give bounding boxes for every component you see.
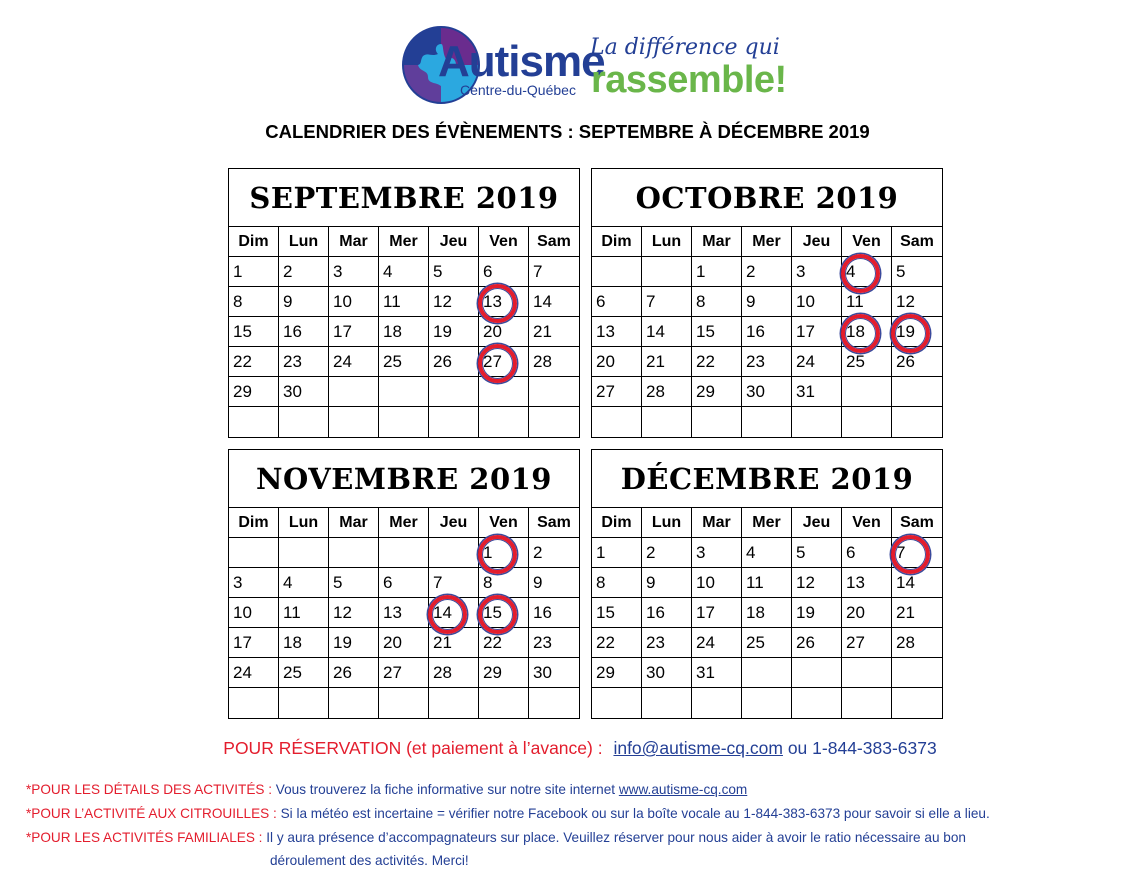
weekday-header: Dim	[592, 508, 642, 538]
day-cell: 20	[479, 317, 529, 347]
day-cell: 17	[692, 598, 742, 628]
day-cell: 26	[892, 347, 942, 377]
day-cell: 28	[529, 347, 579, 377]
day-cell: 9	[642, 568, 692, 598]
calendar-november	[228, 449, 580, 719]
day-cell: 15	[692, 317, 742, 347]
weekday-header: Lun	[642, 227, 692, 257]
day-cell: 7	[529, 257, 579, 287]
phone-number: 1-844-383-6373	[812, 738, 937, 758]
day-cell: 23	[742, 347, 792, 377]
day-cell: 22	[592, 628, 642, 658]
note-label: *POUR L’ACTIVITÉ AUX CITROUILLES :	[26, 806, 277, 821]
slogan-line1: La différence qui	[590, 35, 780, 60]
day-cell: 8	[479, 568, 529, 598]
day-cell: 30	[642, 658, 692, 688]
day-cell: 16	[529, 598, 579, 628]
day-cell: 25	[742, 628, 792, 658]
day-cell: 3	[692, 538, 742, 568]
day-cell: 16	[742, 317, 792, 347]
empty-day-cell	[379, 407, 429, 437]
weekday-header: Mar	[692, 508, 742, 538]
weekday-header: Jeu	[429, 508, 479, 538]
empty-day-cell	[642, 407, 692, 437]
day-cell: 17	[329, 317, 379, 347]
day-cell: 30	[529, 658, 579, 688]
empty-day-cell	[842, 658, 892, 688]
weekday-header: Jeu	[792, 227, 842, 257]
day-cell: 21	[429, 628, 479, 658]
month-title: DÉCEMBRE 2019	[592, 450, 942, 508]
empty-day-cell	[742, 658, 792, 688]
day-cell: 4	[379, 257, 429, 287]
empty-day-cell	[379, 538, 429, 568]
empty-day-cell	[229, 688, 279, 718]
day-cell: 24	[792, 347, 842, 377]
weekday-header: Mer	[742, 508, 792, 538]
day-cell: 30	[279, 377, 329, 407]
day-cell: 19	[792, 598, 842, 628]
day-cell: 2	[279, 257, 329, 287]
day-cell: 29	[229, 377, 279, 407]
day-cell: 10	[229, 598, 279, 628]
day-cell-circled: 1	[479, 538, 529, 568]
day-cell: 20	[842, 598, 892, 628]
day-cell: 15	[592, 598, 642, 628]
weekday-header: Lun	[279, 508, 329, 538]
empty-day-cell	[529, 377, 579, 407]
empty-day-cell	[479, 688, 529, 718]
empty-day-cell	[892, 688, 942, 718]
weekday-header: Ven	[842, 227, 892, 257]
empty-day-cell	[742, 688, 792, 718]
weekday-header: Mer	[379, 508, 429, 538]
month-title: SEPTEMBRE 2019	[229, 169, 579, 227]
note-text: Il y aura présence d’accompagnateurs sur place. Veuillez réserver pour nous aider à avoir le ratio nécessaire au bon	[266, 830, 966, 845]
note-text: Vous trouverez la fiche informative sur notre site internet	[275, 782, 616, 797]
empty-day-cell	[329, 407, 379, 437]
day-cell: 31	[792, 377, 842, 407]
day-cell: 3	[229, 568, 279, 598]
empty-day-cell	[792, 658, 842, 688]
empty-day-cell	[379, 377, 429, 407]
website-link[interactable]: www.autisme-cq.com	[618, 782, 748, 797]
weekday-header: Ven	[479, 508, 529, 538]
email-link[interactable]: info@autisme-cq.com	[613, 738, 783, 758]
empty-day-cell	[642, 257, 692, 287]
note-label: *POUR LES DÉTAILS DES ACTIVITÉS :	[26, 782, 273, 797]
day-cell: 26	[329, 658, 379, 688]
empty-day-cell	[892, 377, 942, 407]
weekday-header: Dim	[229, 227, 279, 257]
day-cell: 17	[792, 317, 842, 347]
empty-day-cell	[279, 407, 329, 437]
day-cell: 6	[479, 257, 529, 287]
day-cell: 13	[842, 568, 892, 598]
day-cell: 12	[792, 568, 842, 598]
day-cell: 2	[642, 538, 692, 568]
weekday-header: Mer	[742, 227, 792, 257]
day-cell: 19	[429, 317, 479, 347]
day-cell: 10	[329, 287, 379, 317]
weekday-header: Sam	[529, 508, 579, 538]
day-cell: 1	[692, 257, 742, 287]
document-title: CALENDRIER DES ÉVÈNEMENTS : SEPTEMBRE À DÉCEMBRE 2019	[265, 121, 870, 142]
weekday-header: Dim	[592, 227, 642, 257]
day-cell: 27	[592, 377, 642, 407]
day-cell: 2	[742, 257, 792, 287]
day-cell: 6	[379, 568, 429, 598]
day-cell: 29	[592, 658, 642, 688]
day-cell-circled: 15	[479, 598, 529, 628]
day-cell-circled: 27	[479, 347, 529, 377]
weekday-header: Lun	[279, 227, 329, 257]
day-cell: 3	[792, 257, 842, 287]
reservation-connector: ou	[787, 738, 808, 758]
day-cell: 27	[842, 628, 892, 658]
day-cell: 13	[592, 317, 642, 347]
day-cell: 2	[529, 538, 579, 568]
day-cell: 7	[642, 287, 692, 317]
day-cell-circled: 14	[429, 598, 479, 628]
empty-day-cell	[792, 688, 842, 718]
day-cell: 24	[229, 658, 279, 688]
day-cell: 24	[329, 347, 379, 377]
calendar-grid	[592, 227, 942, 437]
day-cell-circled: 4	[842, 257, 892, 287]
calendar-december	[591, 449, 943, 719]
day-cell: 18	[279, 628, 329, 658]
weekday-header: Ven	[479, 227, 529, 257]
day-cell: 3	[329, 257, 379, 287]
day-cell-circled: 18	[842, 317, 892, 347]
month-title: OCTOBRE 2019	[592, 169, 942, 227]
empty-day-cell	[792, 407, 842, 437]
day-cell: 4	[742, 538, 792, 568]
empty-day-cell	[529, 688, 579, 718]
weekday-header: Dim	[229, 508, 279, 538]
empty-day-cell	[429, 377, 479, 407]
day-cell: 8	[592, 568, 642, 598]
day-cell: 10	[692, 568, 742, 598]
day-cell: 27	[379, 658, 429, 688]
day-cell: 16	[279, 317, 329, 347]
logo-subtitle: Centre-du-Québec	[460, 82, 576, 98]
day-cell: 25	[842, 347, 892, 377]
empty-day-cell	[479, 377, 529, 407]
weekday-header: Jeu	[429, 227, 479, 257]
day-cell: 1	[229, 257, 279, 287]
day-cell: 31	[692, 658, 742, 688]
weekday-header: Mar	[692, 227, 742, 257]
day-cell: 25	[279, 658, 329, 688]
day-cell: 6	[842, 538, 892, 568]
day-cell: 14	[642, 317, 692, 347]
empty-day-cell	[279, 688, 329, 718]
day-cell: 5	[892, 257, 942, 287]
day-cell: 5	[329, 568, 379, 598]
day-cell: 15	[229, 317, 279, 347]
month-title: NOVEMBRE 2019	[229, 450, 579, 508]
weekday-header: Sam	[529, 227, 579, 257]
weekday-header: Sam	[892, 508, 942, 538]
empty-day-cell	[842, 688, 892, 718]
day-cell: 24	[692, 628, 742, 658]
day-cell: 8	[229, 287, 279, 317]
day-cell: 30	[742, 377, 792, 407]
day-cell: 28	[892, 628, 942, 658]
day-cell: 11	[742, 568, 792, 598]
day-cell: 16	[642, 598, 692, 628]
empty-day-cell	[842, 407, 892, 437]
day-cell: 9	[742, 287, 792, 317]
day-cell: 26	[792, 628, 842, 658]
empty-day-cell	[329, 377, 379, 407]
day-cell: 21	[892, 598, 942, 628]
weekday-header: Ven	[842, 508, 892, 538]
empty-day-cell	[592, 688, 642, 718]
day-cell: 22	[692, 347, 742, 377]
day-cell: 12	[429, 287, 479, 317]
calendar-grid	[592, 508, 942, 718]
day-cell: 13	[379, 598, 429, 628]
empty-day-cell	[279, 538, 329, 568]
slogan-line2: rassemble!	[591, 59, 787, 101]
day-cell-circled: 19	[892, 317, 942, 347]
day-cell: 22	[479, 628, 529, 658]
day-cell: 20	[592, 347, 642, 377]
empty-day-cell	[692, 407, 742, 437]
empty-day-cell	[329, 538, 379, 568]
day-cell: 17	[229, 628, 279, 658]
day-cell: 20	[379, 628, 429, 658]
day-cell: 11	[279, 598, 329, 628]
day-cell: 4	[279, 568, 329, 598]
day-cell: 29	[692, 377, 742, 407]
day-cell: 11	[379, 287, 429, 317]
note-details	[26, 780, 747, 799]
day-cell: 26	[429, 347, 479, 377]
calendar-grid	[229, 508, 579, 718]
weekday-header: Jeu	[792, 508, 842, 538]
weekday-header: Mer	[379, 227, 429, 257]
day-cell: 14	[892, 568, 942, 598]
day-cell: 12	[329, 598, 379, 628]
day-cell: 25	[379, 347, 429, 377]
day-cell: 8	[692, 287, 742, 317]
day-cell: 7	[429, 568, 479, 598]
reservation-label: POUR RÉSERVATION (et paiement à l’avance) :	[223, 738, 603, 758]
day-cell: 18	[379, 317, 429, 347]
empty-day-cell	[892, 658, 942, 688]
day-cell: 12	[892, 287, 942, 317]
note-pumpkins	[26, 804, 990, 823]
note-text: Si la météo est incertaine = vérifier notre Facebook ou sur la boîte vocale au 1-844-383-6373 pour savoir si elle a lieu.	[280, 806, 990, 821]
day-cell-circled: 7	[892, 538, 942, 568]
day-cell: 11	[842, 287, 892, 317]
day-cell: 28	[642, 377, 692, 407]
empty-day-cell	[429, 538, 479, 568]
day-cell: 23	[529, 628, 579, 658]
empty-day-cell	[379, 688, 429, 718]
logo-name: Autisme	[438, 37, 605, 86]
day-cell: 28	[429, 658, 479, 688]
day-cell: 14	[529, 287, 579, 317]
empty-day-cell	[892, 407, 942, 437]
empty-day-cell	[229, 538, 279, 568]
empty-day-cell	[529, 407, 579, 437]
day-cell: 21	[529, 317, 579, 347]
empty-day-cell	[592, 407, 642, 437]
empty-day-cell	[479, 407, 529, 437]
day-cell: 19	[329, 628, 379, 658]
day-cell: 9	[529, 568, 579, 598]
empty-day-cell	[742, 407, 792, 437]
day-cell: 9	[279, 287, 329, 317]
day-cell: 5	[429, 257, 479, 287]
logo	[398, 22, 788, 108]
day-cell: 1	[592, 538, 642, 568]
day-cell: 10	[792, 287, 842, 317]
calendar-october	[591, 168, 943, 438]
empty-day-cell	[592, 257, 642, 287]
day-cell: 22	[229, 347, 279, 377]
note-label: *POUR LES ACTIVITÉS FAMILIALES :	[26, 830, 263, 845]
calendar-grid	[229, 227, 579, 437]
calendar-september	[228, 168, 580, 438]
empty-day-cell	[329, 688, 379, 718]
empty-day-cell	[429, 688, 479, 718]
day-cell: 29	[479, 658, 529, 688]
day-cell: 21	[642, 347, 692, 377]
empty-day-cell	[842, 377, 892, 407]
day-cell: 23	[642, 628, 692, 658]
day-cell: 23	[279, 347, 329, 377]
day-cell-circled: 13	[479, 287, 529, 317]
day-cell: 18	[742, 598, 792, 628]
empty-day-cell	[229, 407, 279, 437]
reservation-line	[0, 737, 1135, 759]
empty-day-cell	[642, 688, 692, 718]
day-cell: 5	[792, 538, 842, 568]
note-family-line2: déroulement des activités. Merci!	[270, 853, 469, 868]
weekday-header: Mar	[329, 508, 379, 538]
weekday-header: Sam	[892, 227, 942, 257]
empty-day-cell	[429, 407, 479, 437]
weekday-header: Mar	[329, 227, 379, 257]
note-family	[26, 828, 966, 847]
weekday-header: Lun	[642, 508, 692, 538]
day-cell: 6	[592, 287, 642, 317]
empty-day-cell	[692, 688, 742, 718]
